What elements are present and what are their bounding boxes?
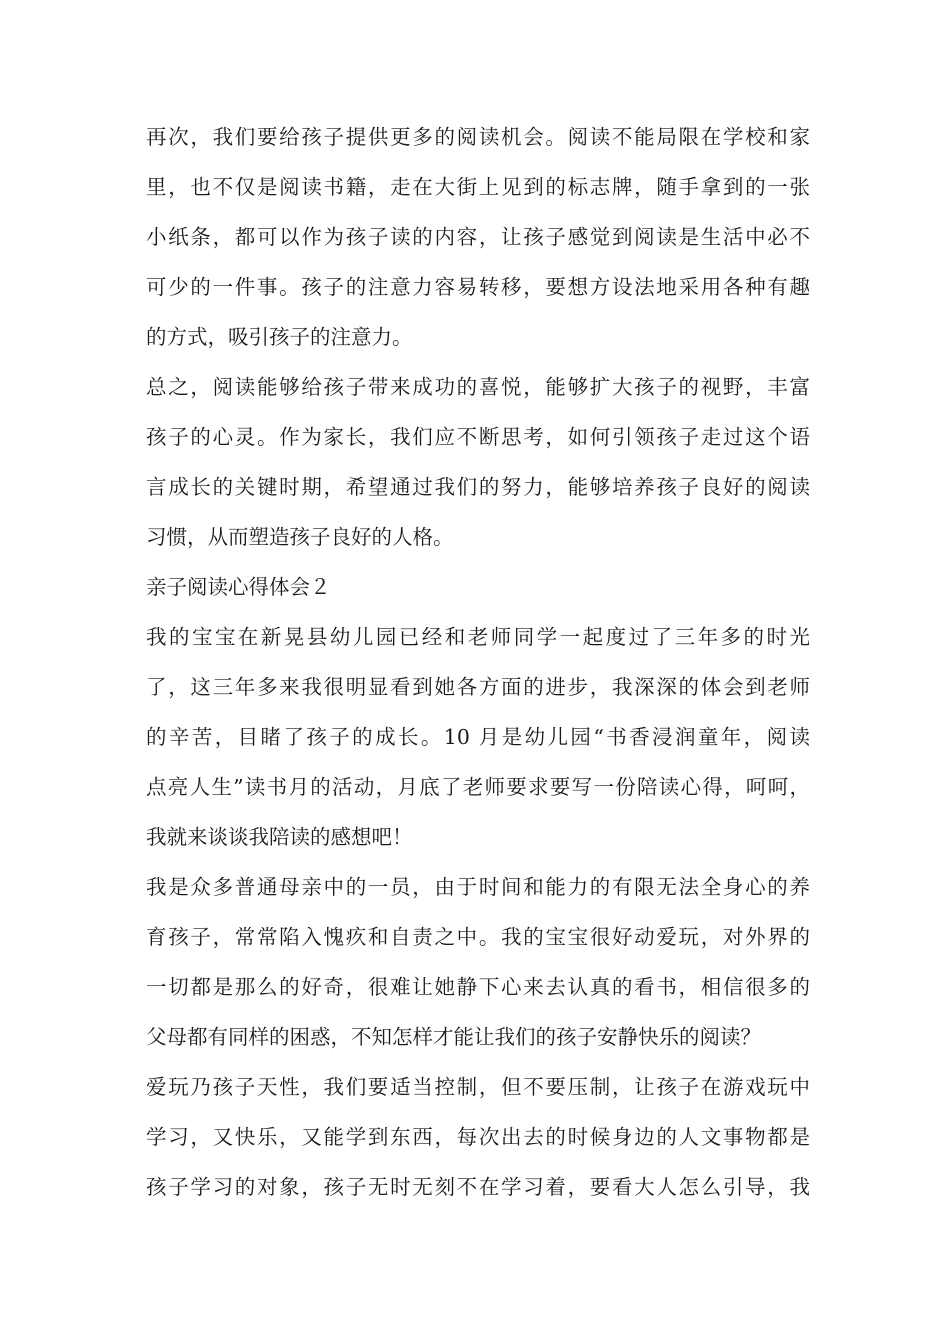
text-line: 我是众多普通母亲中的一员，由于时间和能力的有限无法全身心的养 xyxy=(146,875,810,899)
text-line: 可少的一件事。孩子的注意力容易转移，要想方设法地采用各种有趣 xyxy=(146,275,810,299)
text-line: 我就来谈谈我陪读的感想吧！ xyxy=(146,825,413,849)
paragraph-reading-opportunities xyxy=(146,112,810,362)
text-line: 点亮人生”读书月的活动，月底了老师要求要写一份陪读心得，呵呵， xyxy=(146,775,810,799)
text-line: 育孩子，常常陷入愧疚和自责之中。我的宝宝很好动爱玩，对外界的 xyxy=(146,925,810,949)
paragraph-play-nature xyxy=(146,1062,810,1212)
text-line: 学习，又快乐，又能学到东西，每次出去的时候身边的人文事物都是 xyxy=(146,1125,810,1149)
text-line: 我的宝宝在新晃县幼儿园已经和老师同学一起度过了三年多的时光 xyxy=(146,625,810,649)
text-line: 孩子学习的对象，孩子无时无刻不在学习着，要看大人怎么引导，我 xyxy=(146,1175,810,1199)
text-line: 里，也不仅是阅读书籍，走在大街上见到的标志牌，随手拿到的一张 xyxy=(146,175,810,199)
text-line: 的方式，吸引孩子的注意力。 xyxy=(146,325,413,349)
text-line: 小纸条，都可以作为孩子读的内容，让孩子感觉到阅读是生活中必不 xyxy=(146,225,810,249)
paragraph-conclusion xyxy=(146,362,810,562)
text-line: 再次，我们要给孩子提供更多的阅读机会。阅读不能局限在学校和家 xyxy=(146,125,810,149)
text-line: 总之，阅读能够给孩子带来成功的喜悦，能够扩大孩子的视野，丰富 xyxy=(146,375,810,399)
text-line: 一切都是那么的好奇，很难让她静下心来去认真的看书，相信很多的 xyxy=(146,975,810,999)
text-line: 言成长的关键时期，希望通过我们的努力，能够培养孩子良好的阅读 xyxy=(146,475,810,499)
text-line: 爱玩乃孩子天性，我们要适当控制，但不要压制，让孩子在游戏玩中 xyxy=(146,1075,810,1099)
paragraph-kindergarten xyxy=(146,612,810,862)
text-line: 父母都有同样的困惑，不知怎样才能让我们的孩子安静快乐的阅读？ xyxy=(146,1025,761,1049)
paragraph-ordinary-mother xyxy=(146,862,810,1062)
document-page xyxy=(146,112,810,1212)
text-line: 孩子的心灵。作为家长，我们应不断思考，如何引领孩子走过这个语 xyxy=(146,425,810,449)
text-line: 的辛苦，目睹了孩子的成长。10 月是幼儿园“书香浸润童年，阅读 xyxy=(146,725,810,749)
text-line: 了，这三年多来我很明显看到她各方面的进步，我深深的体会到老师 xyxy=(146,675,810,699)
text-line: 习惯，从而塑造孩子良好的人格。 xyxy=(146,525,454,549)
heading-text: 亲子阅读心得体会２ xyxy=(146,575,331,599)
section-heading xyxy=(146,562,810,612)
